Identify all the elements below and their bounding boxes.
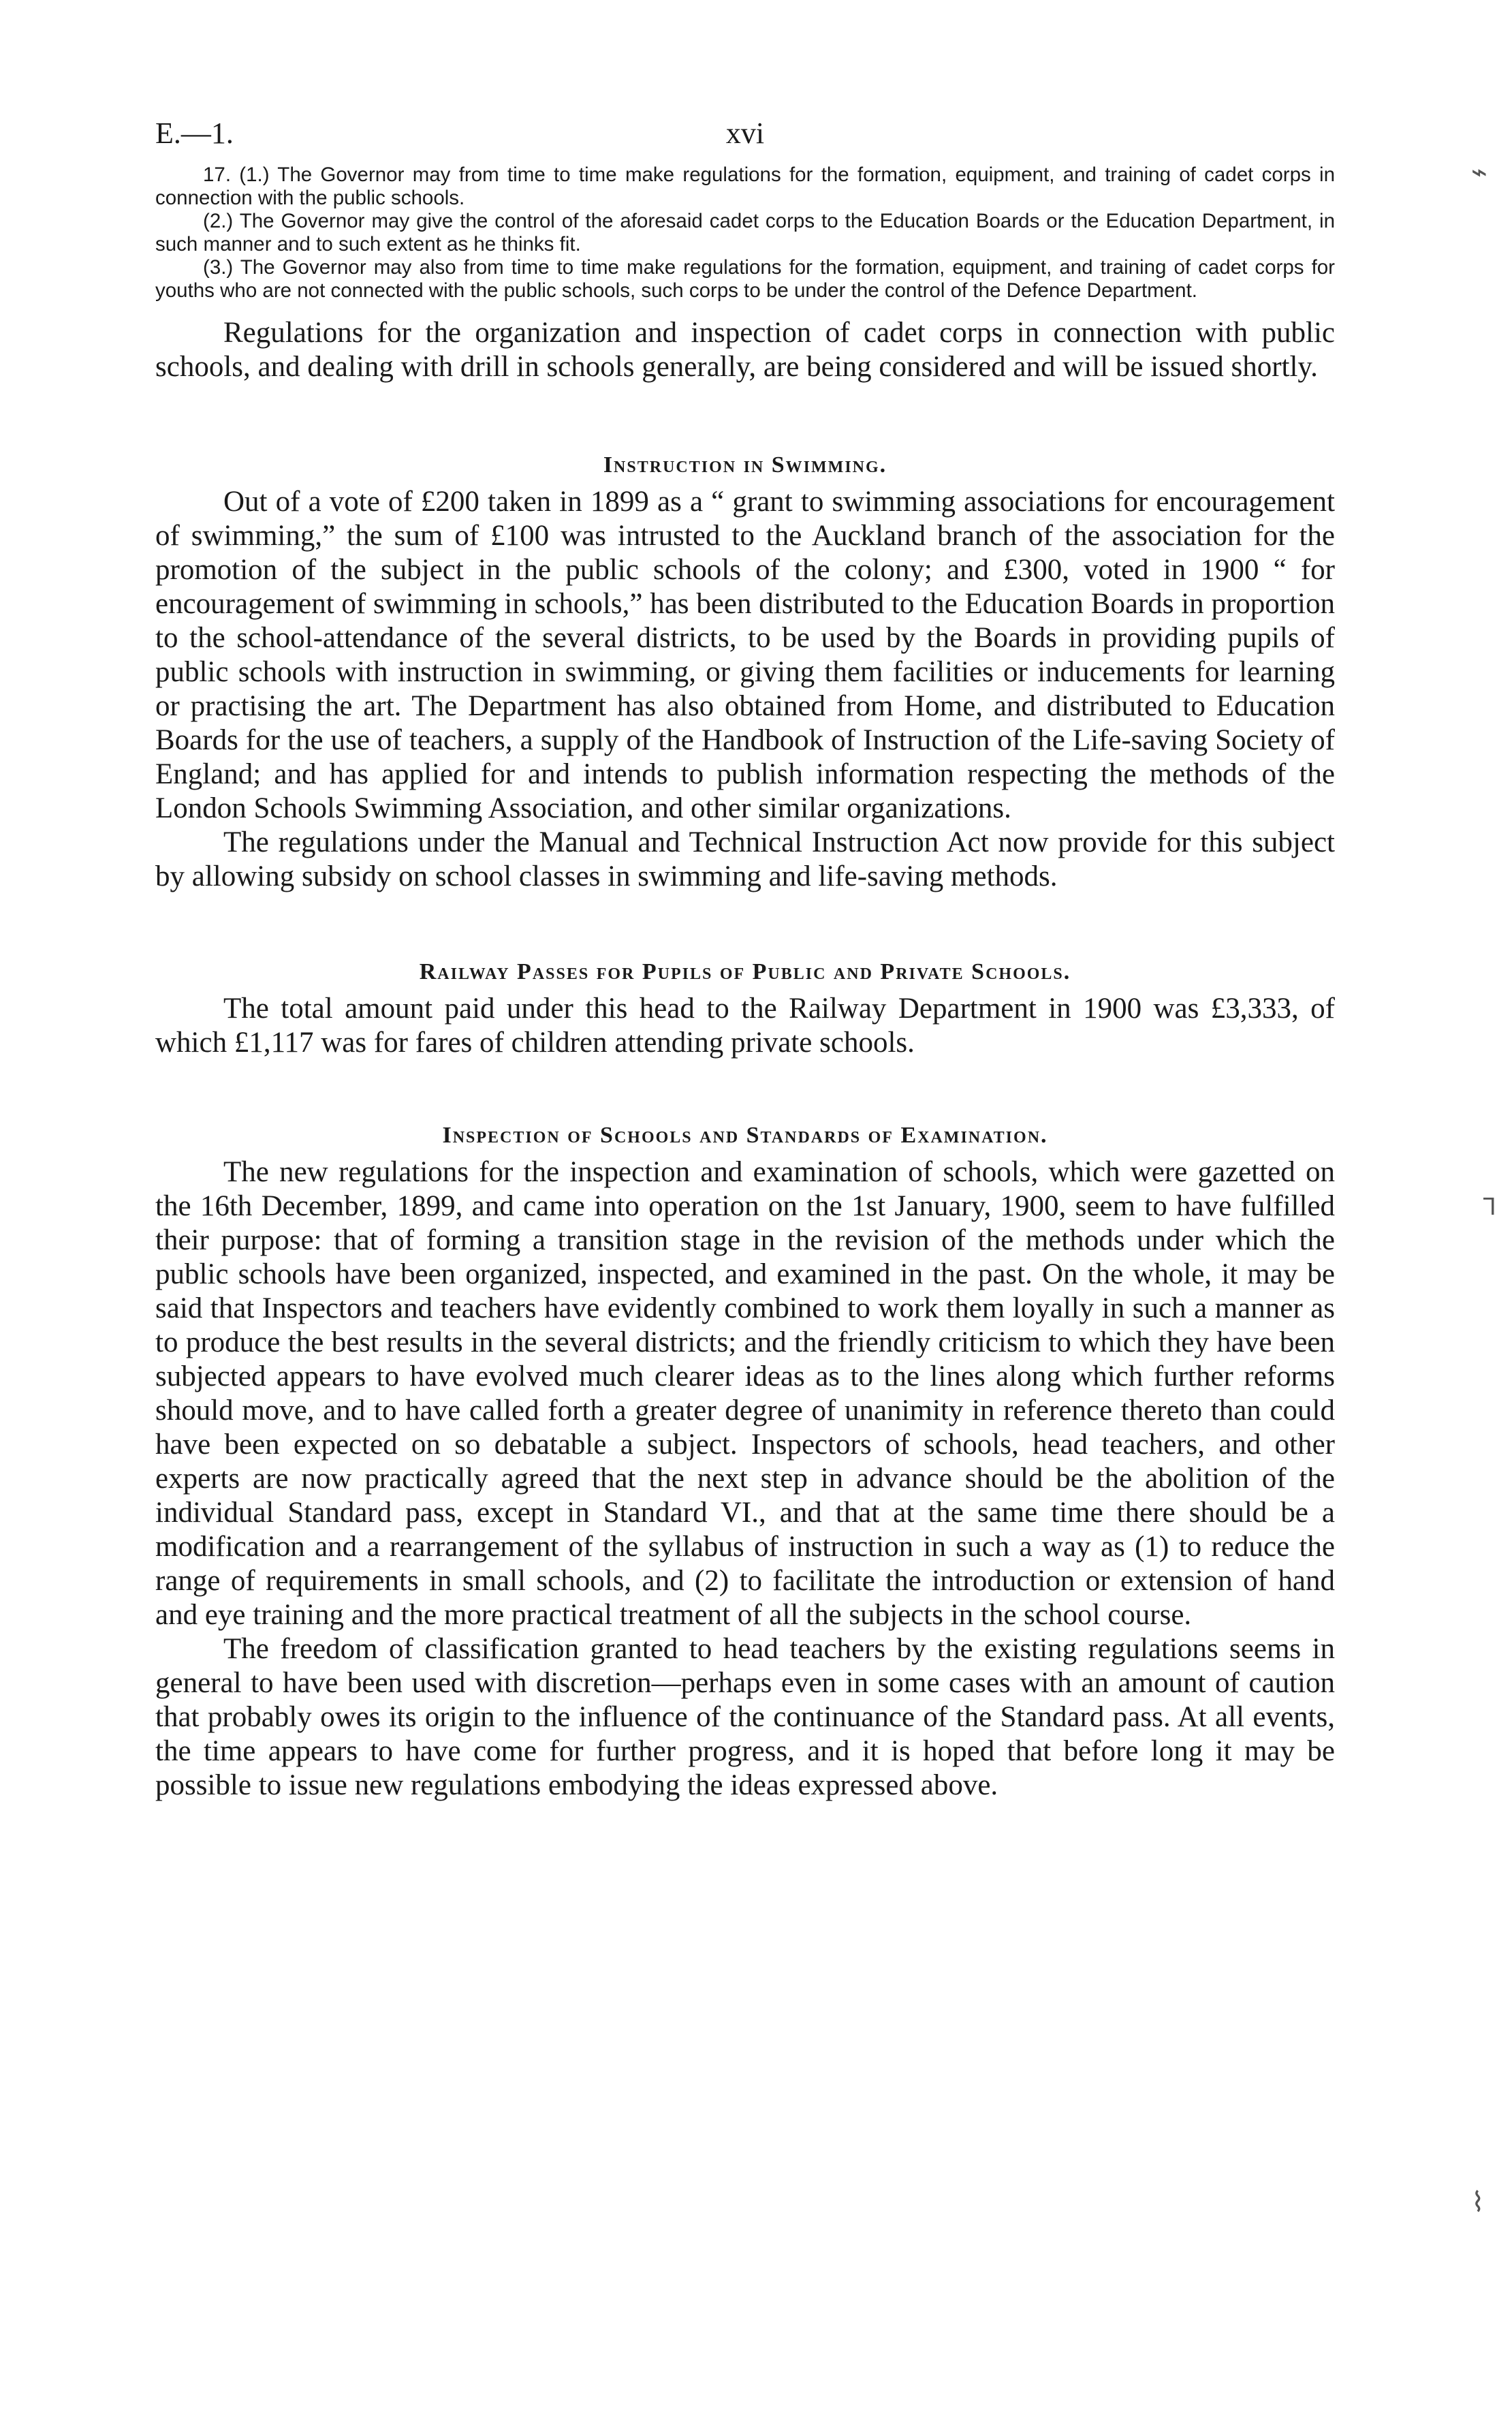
page-number: xvi <box>725 116 765 150</box>
paragraph: The regulations under the Manual and Technical Instruction Act now provide for this subject by allowing subsidy on school classes in swimming and life-saving methods. <box>155 826 1335 892</box>
paragraph: The total amount paid under this head to the Railway Department in 1900 was £3,333, of which £1,117 was for fares of children attending private schools. <box>155 993 1335 1059</box>
quoted-clause: (3.) The Governor may also from time to time make regulations for the formation, equipment, and training of cadet corps for youths who are not connected with the public schools, such corps to be under the control of the Defence Department. <box>155 256 1335 302</box>
intro-paragraph: Regulations for the organization and inspection of cadet corps in connection with public schools, and dealing with drill in schools generally, are being considered and will be issued shortly. <box>155 317 1335 383</box>
margin-pencil-mark-middle: ᒣ <box>1482 1194 1496 1221</box>
section-heading-railway-passes: Railway Passes for Pupils of Public and Private Schools. <box>419 959 1071 984</box>
section-heading-inspection: Inspection of Schools and Standards of Examination. <box>442 1123 1048 1148</box>
paragraph: The new regulations for the inspection and examination of schools, which were gazetted on the 16th December, 1899, and came into operation on the 1st January, 1900, seem to have fulfilled their purpose: that of forming a transition stage in the revision of the methods under which the public schools have been organized, inspected, and examined in the past. On the whole, it may be said that Inspectors and teachers have evidently combined to work them loyally in such a manner as to produce the best results in the several districts; and the friendly criticism to which they have been subjected appears to have evolved much clearer ideas as to the lines along which further reforms should move, and to have called forth a greater degree of unanimity in reference thereto than could have been expected on so debatable a subject. Inspectors of schools, head teachers, and other experts are now practically agreed that the next step in advance should be the abolition of the individual Standard pass, except in Standard VI., and that at the same time there should be a modification and a rearrangement of the syllabus of instruction in such a way as (1) to reduce the range of requirements in small schools, and (2) to facilitate the introduction or extension of hand and eye training and the more practical treatment of all the subjects in the school course. <box>155 1156 1335 1631</box>
paragraph: Out of a vote of £200 taken in 1899 as a “ grant to swimming associations for encouragement of swimming,” the sum of £100 was intrusted to the Auckland branch of the association for the promotion of the subject in the public schools of the colony; and £300, voted in 1900 “ for encouragement of swimming in schools,” has been distributed to the Education Boards in proportion to the school-attendance of the several districts, to be used by the Boards in providing pupils of public schools with instruction in swimming, or giving them facilities or inducements for learning or practising the art. The Department has also obtained from Home, and distributed to Education Boards for the use of teachers, a supply of the Handbook of Instruction of the Life-saving Society of England; and has applied for and intends to publish information respecting the methods of the London Schools Swimming Association, and other similar organizations. <box>155 486 1335 824</box>
quoted-clause: (2.) The Governor may give the control of the aforesaid cadet corps to the Education Boards or the Education Department, in such manner and to such extent as he thinks fit. <box>155 210 1335 255</box>
paragraph: The freedom of classification granted to head teachers by the existing regulations seems in general to have been used with discretion—perhaps even in some cases with an amount of caution that probably owes its origin to the influence of the continuance of the Standard pass. At all events, the time appears to have come for further progress, and it is hoped that before long it may be possible to issue new regulations embodying the ideas expressed above. <box>155 1633 1335 1801</box>
margin-pencil-mark-top: ⌁ <box>1471 157 1488 188</box>
quoted-statute <box>155 163 1335 302</box>
page-header <box>155 116 1335 163</box>
document-page <box>155 116 1335 1803</box>
margin-pencil-mark-bottom: ⌇ <box>1471 2187 1485 2218</box>
document-reference: E.—1. <box>155 116 234 150</box>
quoted-clause: 17. (1.) The Governor may from time to time make regulations for the formation, equipment, and training of cadet corps in connection with the public schools. <box>155 163 1335 209</box>
section-heading-swimming: Instruction in Swimming. <box>603 452 887 478</box>
